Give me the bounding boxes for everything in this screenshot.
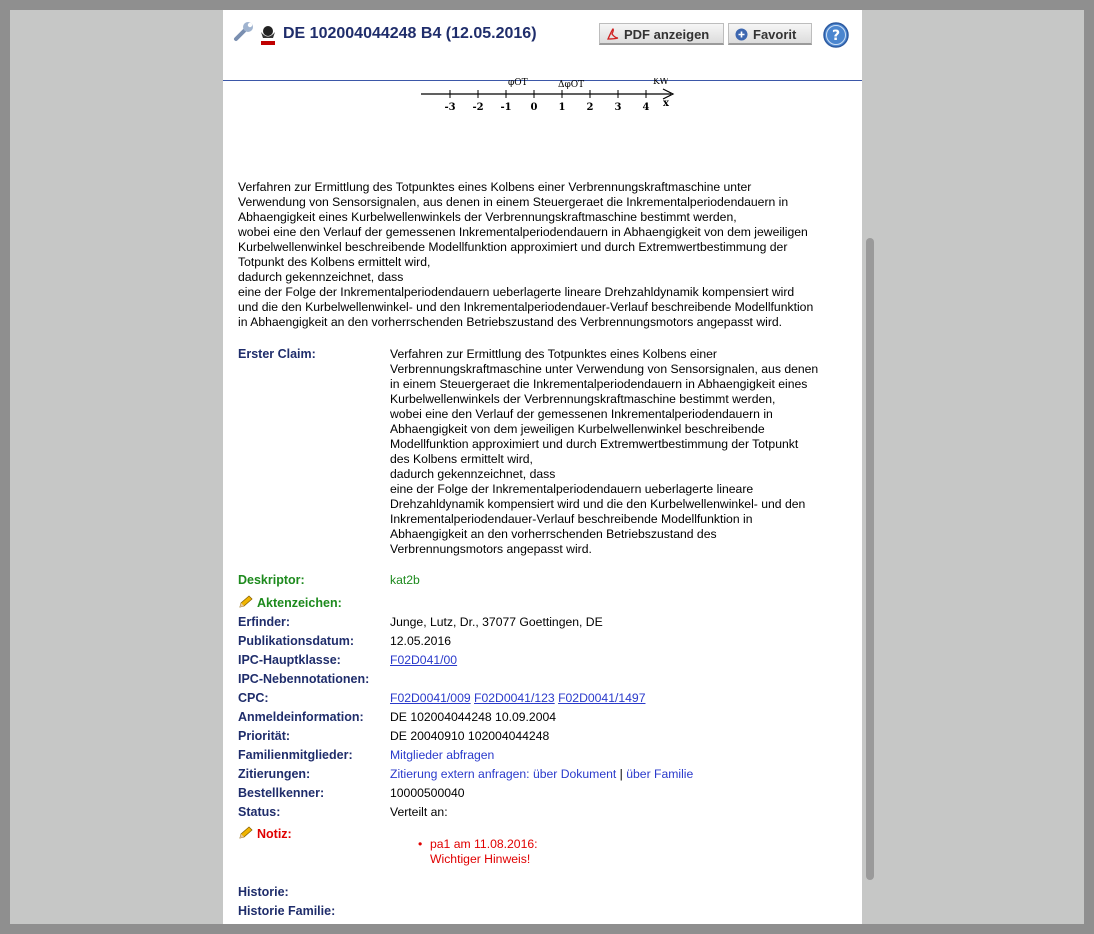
claim-line: Inkrementalperiodendauer-Verlauf beschreibende Modellfunktion in (390, 512, 753, 526)
pencil-icon[interactable] (238, 595, 253, 608)
claim-line: wobei eine den Verlauf der gemessenen Inkrementalperiodendauern in (390, 407, 773, 421)
page-title: DE 102004044248 B4 (12.05.2016) (283, 25, 537, 42)
diagram-label-kw: KW (653, 78, 669, 87)
notiz-row[interactable] (238, 826, 292, 841)
notiz-text: Wichtiger Hinweis! (430, 852, 531, 866)
abstract-line: und die den Kurbelwellenwinkel- und den Inkrementalperiodendauer-Verlauf beschreibende Modellfunktion (238, 300, 814, 314)
cpc-label: CPC: (238, 691, 269, 705)
add-circle-icon (735, 28, 748, 41)
cpc-link[interactable]: F02D0041/123 (474, 691, 555, 705)
claim-line: dadurch gekennzeichnet, dass (390, 467, 556, 481)
claim-line: in einem Steuergeraet die Inkrementalperiodendauern in Abhaengigkeit eines (390, 377, 808, 391)
cpc-link[interactable]: F02D0041/1497 (558, 691, 646, 705)
claim-line: eine der Folge der Inkrementalperiodendauern ueberlagerte lineare (390, 482, 754, 496)
status-label: Status: (238, 805, 281, 819)
diagram-label-phi-ot: φOT (508, 78, 528, 88)
aktenzeichen-label: Aktenzeichen: (257, 596, 342, 610)
abstract-line: Verwendung von Sensorsignalen, aus denen in einem Steuergeraet die Inkrementalperiodendauern in (238, 195, 789, 209)
zitierungen-value (390, 767, 693, 781)
prioritaet-label: Priorität: (238, 729, 291, 743)
erfinder-value: Junge, Lutz, Dr., 37077 Goettingen, DE (390, 615, 603, 629)
status-value: Verteilt an: (390, 805, 448, 819)
tick-label: 3 (614, 102, 622, 113)
familienmitglieder-link[interactable]: Mitglieder abfragen (390, 748, 495, 762)
abstract-text (238, 180, 848, 330)
abstract-line: Kurbelwellenwinkel beschreibende Modellfunktion approximiert und durch Extremwertbestimmung der (238, 240, 788, 254)
claim-text (390, 347, 850, 557)
abstract-line: wobei eine den Verlauf der gemessenen Inkrementalperiodendauern in Abhaengigkeit von dem jeweiligen (238, 225, 808, 239)
aktenzeichen-row[interactable] (238, 595, 342, 610)
deskriptor-value: kat2b (390, 573, 420, 587)
abstract-line: dadurch gekennzeichnet, dass (238, 270, 404, 284)
tick-label: 4 (642, 102, 650, 113)
diagram-label-delta-phi-ot: ΔφOT (558, 80, 585, 90)
pdf-icon (606, 28, 619, 41)
tick-label: 2 (586, 102, 594, 113)
tick-label: 0 (530, 102, 538, 113)
favorit-button[interactable] (728, 23, 812, 45)
abstract-line: Verfahren zur Ermittlung des Totpunktes eines Kolbens einer Verbrennungskraftmaschine unter (238, 180, 752, 194)
abstract-line: in Abhaengigkeit an den vorherrschenden Betriebszustand des Verbrennungsmotors angepasst wird. (238, 315, 783, 329)
patent-diagram (413, 78, 703, 138)
claim-line: Verfahren zur Ermittlung des Totpunktes eines Kolbens einer (390, 347, 717, 361)
historie-label: Historie: (238, 885, 289, 899)
zitierungen-label: Zitierungen: (238, 767, 311, 781)
anmeldeinformation-value: DE 102004044248 10.09.2004 (390, 710, 557, 724)
notiz-list-item (418, 837, 538, 867)
publikationsdatum-value: 12.05.2016 (390, 634, 451, 648)
ipc-hauptklasse-value (390, 653, 457, 667)
cpc-values (390, 691, 645, 705)
tick-label: 1 (558, 102, 566, 113)
zitierung-dokument-link[interactable]: über Dokument (532, 767, 617, 781)
claim-line: Verbrennungsmotors angepasst wird. (390, 542, 592, 556)
claim-line: Drehzahldynamik kompensiert wird und die den Kurbelwellenwinkel- und den (390, 497, 806, 511)
abstract-line: Abhaengigkeit eines Kurbelwellenwinkels der Verbrennungskraftmaschine bestimmt werden, (238, 210, 737, 224)
tick-label: -2 (472, 102, 484, 113)
bestellkenner-label: Bestellkenner: (238, 786, 325, 800)
pencil-icon[interactable] (238, 826, 253, 839)
ipc-nebennotationen-label: IPC-Nebennotationen: (238, 672, 370, 686)
anmeldeinformation-label: Anmeldeinformation: (238, 710, 364, 724)
deskriptor-label: Deskriptor: (238, 573, 305, 587)
notiz-label: Notiz: (257, 827, 292, 841)
axis-label: x (663, 98, 669, 109)
cpc-link[interactable]: F02D0041/009 (390, 691, 471, 705)
familienmitglieder-label: Familienmitglieder: (238, 748, 353, 762)
claim-line: Abhaengigkeit an den vorherrschenden Betriebszustand des (390, 527, 717, 541)
abstract-line: eine der Folge der Inkrementalperiodendauern ueberlagerte lineare Drehzahldynamik kompensiert wird (238, 285, 795, 299)
bestellkenner-value: 10000500040 (390, 786, 465, 800)
document-header (223, 10, 862, 81)
historie-familie-label: Historie Familie: (238, 904, 336, 918)
claim-line: Abhaengigkeit von dem jeweiligen Kurbelwellenwinkel beschreibende (390, 422, 765, 436)
vertical-scrollbar[interactable] (866, 238, 874, 880)
document-panel (223, 10, 862, 924)
notiz-header: pa1 am 11.08.2016: (430, 837, 538, 851)
tick-label: -3 (444, 102, 456, 113)
abstract-line: Totpunkt des Kolbens ermittelt wird, (238, 255, 431, 269)
claim-label: Erster Claim: (238, 347, 316, 361)
claim-line: Kurbelwellenwinkels der Verbrennungskraftmaschine bestimmt werden, (390, 392, 776, 406)
tick-label: -1 (500, 102, 512, 113)
claim-line: des Kolbens ermittelt wird, (390, 452, 533, 466)
publikationsdatum-label: Publikationsdatum: (238, 634, 354, 648)
ipc-hauptklasse-link[interactable]: F02D041/00 (390, 653, 458, 667)
prioritaet-value: DE 20040910 102004044248 (390, 729, 550, 743)
zitierung-separator: | (619, 767, 623, 781)
claim-line: Verbrennungskraftmaschine unter Verwendung von Sensorsignalen, aus denen (390, 362, 819, 376)
claim-line: Modellfunktion approximiert und durch Extremwertbestimmung der Totpunkt (390, 437, 799, 451)
erfinder-label: Erfinder: (238, 615, 291, 629)
help-icon[interactable] (823, 22, 849, 48)
zitierung-familie-link[interactable]: über Familie (626, 767, 694, 781)
svg-text:?: ? (831, 28, 841, 44)
favorit-button-label: Favorit (753, 27, 797, 42)
ipc-hauptklasse-label: IPC-Hauptklasse: (238, 653, 341, 667)
pdf-button-label: PDF anzeigen (624, 27, 710, 42)
pdf-button[interactable] (599, 23, 724, 45)
dpma-logo-icon (259, 25, 277, 47)
zitierung-extern-label: Zitierung extern anfragen: (390, 767, 530, 781)
wrench-icon[interactable] (233, 20, 255, 42)
bullet-icon: • (418, 837, 423, 851)
